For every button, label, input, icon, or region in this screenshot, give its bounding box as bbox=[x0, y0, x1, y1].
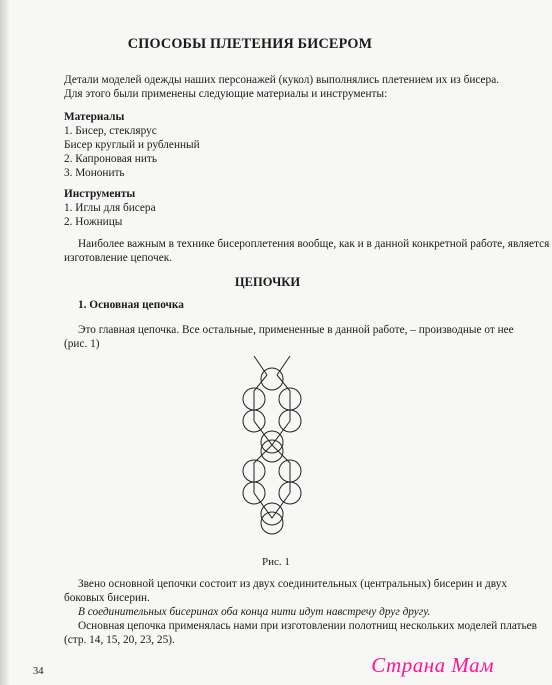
usage-line-2: (стр. 14, 15, 20, 23, 25). bbox=[64, 634, 175, 646]
main-chain-line-1: Это главная цепочка. Все остальные, примененные в данной работе, – производные от нее bbox=[78, 324, 514, 336]
important-line-2: изготовление цепочек. bbox=[64, 252, 173, 264]
tools-heading: Инструменты bbox=[64, 188, 136, 200]
figure-caption: Рис. 1 bbox=[262, 556, 290, 568]
thread-path bbox=[254, 375, 290, 518]
link-desc-line-2: боковых бисерин. bbox=[64, 592, 150, 604]
italic-note: В соединительных бисеринах оба конца нити идут навстречу друг другу. bbox=[78, 606, 431, 618]
bead-chain-diagram bbox=[232, 353, 332, 543]
materials-item: 1. Бисер, стеклярус bbox=[64, 125, 157, 137]
usage-line-1: Основная цепочка применялась нами при изготовлении полотнищ нескольких моделей платьев bbox=[78, 620, 537, 632]
watermark-logo: Страна Мам bbox=[371, 653, 494, 677]
thread-end-line bbox=[277, 356, 290, 375]
link-desc-line-1: Звено основной цепочки состоит из двух соединительных (центральных) бисерин и двух bbox=[78, 578, 507, 590]
bead-connector bbox=[261, 512, 283, 534]
intro-line-1: Детали моделей одежды наших персонажей (кукол) выполнялись плетением их из бисера. bbox=[64, 74, 500, 86]
materials-item: Бисер круглый и рубленный bbox=[64, 139, 200, 151]
bead-connector bbox=[261, 503, 283, 525]
tools-item: 2. Ножницы bbox=[64, 216, 123, 228]
bead-connector bbox=[261, 431, 283, 453]
materials-item: 3. Мононить bbox=[64, 167, 125, 179]
bead-connector bbox=[261, 440, 283, 462]
thread-end-line bbox=[254, 356, 267, 375]
materials-heading: Материалы bbox=[64, 111, 125, 123]
page-title: СПОСОБЫ ПЛЕТЕНИЯ БИСЕРОМ bbox=[127, 36, 373, 52]
tools-item: 1. Иглы для бисера bbox=[64, 202, 156, 214]
intro-line-2: Для этого были применены следующие материалы и инструменты: bbox=[64, 88, 388, 100]
important-line-1: Наиболее важным в технике бисероплетения вообще, как и в данной конкретной работе, является bbox=[78, 238, 550, 250]
section-title: ЦЕПОЧКИ bbox=[234, 275, 301, 289]
materials-item: 2. Капроновая нить bbox=[64, 153, 157, 165]
page-gutter-shadow bbox=[0, 0, 10, 685]
main-chain-line-2: (рис. 1) bbox=[64, 338, 100, 350]
page-number: 34 bbox=[33, 666, 44, 677]
subsection-title: 1. Основная цепочка bbox=[78, 299, 184, 311]
